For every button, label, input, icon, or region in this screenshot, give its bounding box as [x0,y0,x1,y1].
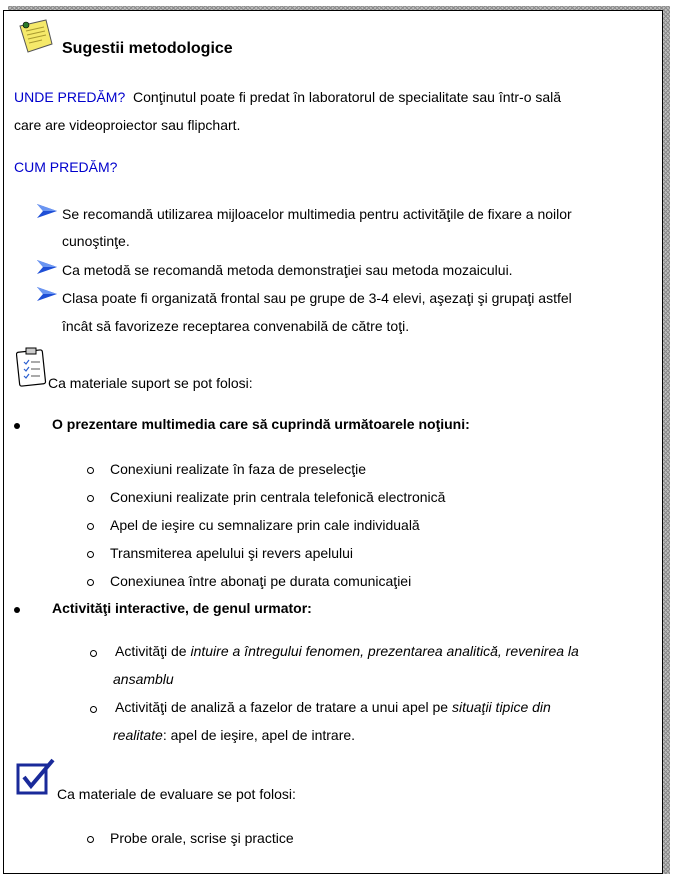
unde-text1: Conţinutul poate fi predat în laboratorul de specialitate sau într-o sală [133,89,562,105]
activitati-item-2-pre: Activităţi de analiză a fazelor de tratare a unui apel pe [115,699,452,715]
list-item: Conexiuni realizate prin centrala telefonică electronică [110,489,446,505]
activitati-item-1-ital2: ansamblu [113,671,174,687]
activitati-item-2-ital1: situaţii tipice din [451,699,551,715]
cum-item-3-line2: încât să favorizeze receptarea convenabilă de către toţi. [62,318,410,334]
list-item: Conexiunea între abonaţi pe durata comunicaţiei [110,573,412,589]
activitati-item-2-line2 [113,727,355,743]
cum-label: CUM PREDĂM? [14,159,118,175]
unde-line1 [14,89,561,105]
activitati-item-2-post: : apel de ieşire, apel de intrare. [162,727,356,743]
sticky-note-icon [16,16,56,56]
page-title: Sugestii metodologice [62,40,233,57]
list-item: Transmiterea apelului şi revers apelului [110,545,354,561]
checkbox-icon [16,757,56,797]
list-item: Apel de ieşire cu semnalizare prin cale individuală [110,517,420,533]
activitati-item-2-ital2: realitate [113,727,163,743]
unde-text2: care are videoproiector sau flipchart. [14,117,241,133]
cum-item-3-line1: Clasa poate fi organizată frontal sau pe grupe de 3-4 elevi, aşezaţi şi grupaţi astfel [62,290,572,306]
sub-bullet [87,495,94,502]
arrow-bullet-icon [37,287,57,301]
list-bullet [14,423,20,429]
sub-bullet [87,523,94,530]
cum-item-1-line2: cunoştinţe. [62,233,130,249]
list-item: Probe orale, scrise şi practice [110,830,294,846]
activitati-item-2-line1 [115,699,551,715]
arrow-bullet-icon [37,204,57,218]
sub-bullet [87,579,94,586]
evaluare-intro: Ca materiale de evaluare se pot folosi: [57,786,296,802]
list-bullet [14,607,20,613]
content-box [3,10,663,874]
activitati-item-1-pre: Activităţi de [115,643,191,659]
list-item: Conexiuni realizate în faza de preselecţie [110,461,367,477]
activitati-heading: Activităţi interactive, de genul urmator: [52,600,312,616]
sub-bullet [87,836,94,843]
unde-label: UNDE PREDĂM? [14,89,126,105]
sub-bullet [90,650,97,657]
materiale-suport-label: Ca materiale suport se pot folosi: [48,375,253,391]
sub-bullet [90,706,97,713]
sub-bullet [87,551,94,558]
sub-bullet [87,467,94,474]
prezentare-heading: O prezentare multimedia care să cuprindă următoarele noţiuni: [52,416,470,432]
cum-item-1-line1: Se recomandă utilizarea mijloacelor multimedia pentru activităţile de fixare a noilor [62,206,572,222]
cum-item-2-line1: Ca metodă se recomandă metoda demonstraţiei sau metoda mozaicului. [62,262,513,278]
activitati-item-1-ital1: intuire a întregului fenomen, prezentarea analitică, revenirea la [190,643,579,659]
clipboard-icon [16,346,48,388]
activitati-item-1-line1 [115,643,579,659]
arrow-bullet-icon [37,260,57,274]
